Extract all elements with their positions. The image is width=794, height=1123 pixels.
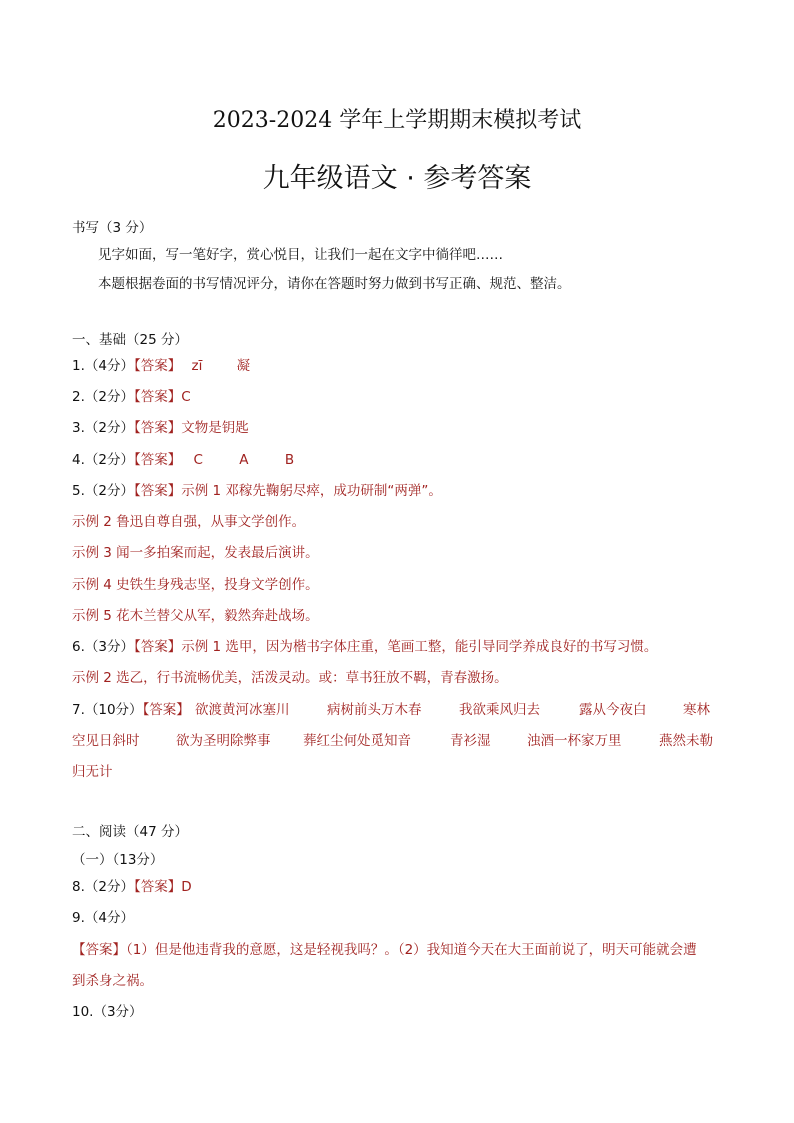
answer-line: 示例 4 史铁生身残志坚，投身文学创作。 bbox=[72, 577, 319, 593]
question-4 bbox=[72, 451, 294, 469]
question-number: 8.（2分） bbox=[72, 879, 134, 895]
poem-line: 葬红尘何处觅知音 bbox=[303, 733, 411, 749]
poem-line: 病树前头万木春 bbox=[327, 702, 422, 718]
poem-line: 我欲乘风归去 bbox=[459, 702, 540, 718]
answer-line: 示例 1 选甲，因为楷书字体庄重，笔画工整，能引导同学养成良好的书写习惯。 bbox=[181, 639, 658, 655]
answer-value: 凝 bbox=[236, 358, 251, 374]
poem-line: 浊酒一杯家万里 bbox=[527, 733, 622, 749]
writing-paragraph-2: 本题根据卷面的书写情况评分，请你在答题时努力做到书写正确、规范、整洁。 bbox=[98, 276, 571, 292]
writing-heading: 书写（3 分） bbox=[72, 220, 153, 236]
page-title: 九年级语文 · 参考答案 bbox=[262, 163, 532, 194]
answer-tag: 【答案】 bbox=[133, 879, 182, 895]
poem-line: 欲为圣明除弊事 bbox=[176, 733, 271, 749]
subsection-heading: （一）（13分） bbox=[72, 852, 164, 868]
answer-tag: 【答案】 bbox=[133, 420, 182, 436]
exam-title: 2023-2024 学年上学期期末模拟考试 bbox=[212, 108, 582, 133]
answer-tag: 【答案】 bbox=[133, 483, 182, 499]
question-number: 5.（2分） bbox=[72, 483, 134, 499]
question-number: 6.（3分） bbox=[72, 639, 134, 655]
answer-tag: 【答案】 bbox=[142, 702, 190, 718]
question-6 bbox=[72, 638, 657, 656]
question-5 bbox=[72, 482, 442, 500]
answer-value: C bbox=[181, 389, 191, 405]
question-number: 1.（4分） bbox=[72, 358, 134, 374]
answer-line: 示例 5 花木兰替父从军，毅然奔赴战场。 bbox=[72, 608, 319, 624]
poem-line: 欲渡黄河冰塞川 bbox=[195, 702, 290, 718]
answer-value: A bbox=[239, 452, 249, 468]
question-1 bbox=[72, 357, 250, 375]
answer-tag: 【答案】 bbox=[133, 389, 182, 405]
question-10: 10.（3分） bbox=[72, 1004, 143, 1020]
question-number: 3.（2分） bbox=[72, 420, 134, 436]
answer-line: （1）但是他违背我的意愿，这是轻视我吗？。（2）我知道今天在大王面前说了，明天可能就会遭 bbox=[126, 942, 697, 958]
answer-value: B bbox=[284, 452, 295, 468]
question-number: 4.（2分） bbox=[72, 452, 134, 468]
question-3 bbox=[72, 419, 249, 437]
section-heading-basics: 一、基础（25 分） bbox=[72, 332, 188, 348]
answer-line: 示例 2 鲁迅自尊自强，从事文学创作。 bbox=[72, 514, 306, 530]
question-9-answer bbox=[72, 941, 697, 959]
answer-tag: 【答案】 bbox=[133, 452, 182, 468]
answer-tag: 【答案】 bbox=[72, 942, 126, 958]
answer-value: C bbox=[193, 452, 203, 468]
poem-line: 空见日斜时 bbox=[72, 733, 140, 749]
section-heading-reading: 二、阅读（47 分） bbox=[72, 824, 188, 840]
poem-line: 露从今夜白 bbox=[579, 702, 647, 718]
writing-paragraph-1: 见字如面，写一笔好字，赏心悦目，让我们一起在文字中徜徉吧…… bbox=[98, 247, 503, 263]
poem-line: 寒林 bbox=[683, 702, 710, 718]
poem-line: 归无计 bbox=[72, 764, 113, 780]
answer-value: 文物是钥匙 bbox=[181, 420, 249, 436]
answer-tag: 【答案】 bbox=[133, 639, 182, 655]
question-2 bbox=[72, 388, 191, 406]
question-7 bbox=[72, 701, 190, 719]
answer-value: D bbox=[181, 879, 192, 895]
question-8 bbox=[72, 878, 192, 896]
question-number: 2.（2分） bbox=[72, 389, 134, 405]
answer-tag: 【答案】 bbox=[133, 358, 182, 374]
poem-line: 青衫湿 bbox=[450, 733, 491, 749]
answer-line: 示例 1 邓稼先鞠躬尽瘁，成功研制“两弹”。 bbox=[181, 483, 442, 499]
answer-line: 到杀身之祸。 bbox=[72, 973, 153, 989]
answer-value: zī bbox=[191, 358, 203, 374]
answer-line: 示例 2 选乙，行书流畅优美，活泼灵动。或：草书狂放不羁，青春激扬。 bbox=[72, 670, 508, 686]
poem-line: 燕然未勒 bbox=[659, 733, 713, 749]
answer-line: 示例 3 闻一多拍案而起，发表最后演讲。 bbox=[72, 545, 319, 561]
question-number: 7.（10分） bbox=[72, 702, 143, 718]
question-9: 9.（4分） bbox=[72, 910, 134, 926]
